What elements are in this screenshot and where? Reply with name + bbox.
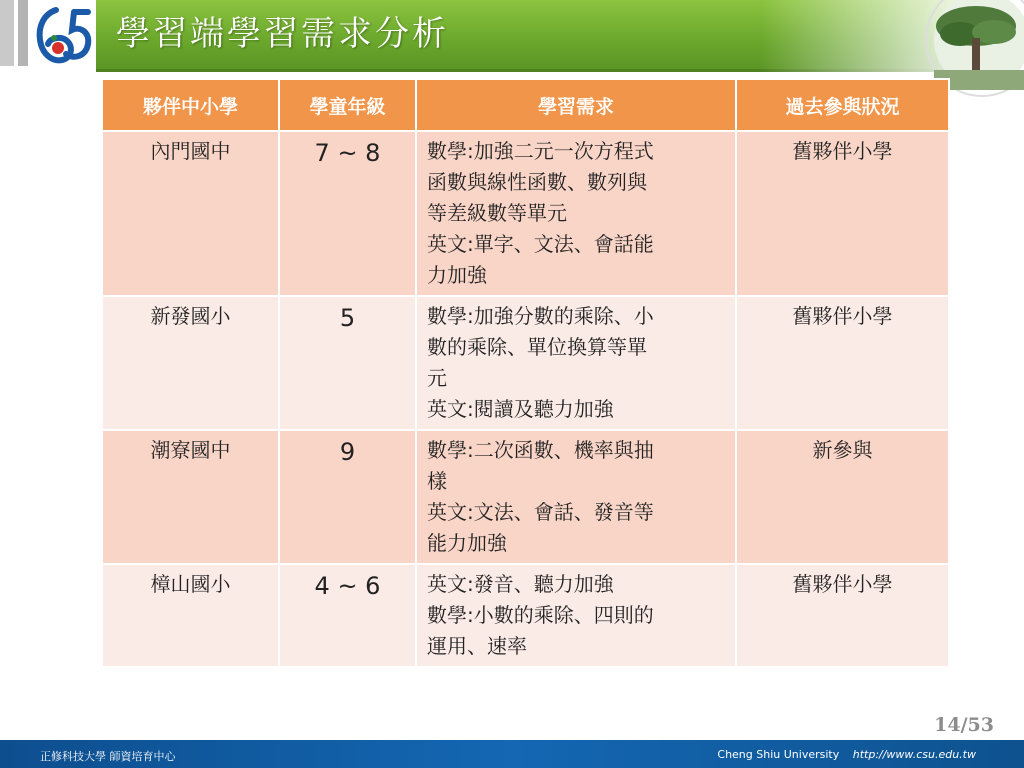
left-decor-stripe-2 (18, 0, 28, 66)
need-line: 英文:文法、會話、發音等 (427, 500, 654, 524)
need-line: 數的乘除、單位換算等單 (427, 335, 647, 359)
cell-school: 潮寮國中 (102, 430, 279, 564)
need-line: 數學:二次函數、機率與抽 (427, 438, 654, 462)
footer-university-name: Cheng Shiu University (717, 748, 840, 761)
need-line: 數學:加強二元一次方程式 (427, 139, 654, 163)
need-line: 數學:小數的乘除、四則的 (427, 603, 654, 627)
cell-status: 舊夥伴小學 (736, 564, 949, 667)
cell-school: 內門國中 (102, 131, 279, 296)
footer-department: 正修科技大學 師資培育中心 (40, 750, 176, 763)
footer-url-link[interactable]: http://www.csu.edu.tw (852, 748, 976, 761)
need-line: 數學:加強分數的乘除、小 (427, 304, 654, 328)
cell-status: 新參與 (736, 430, 949, 564)
need-line: 英文:閱讀及聽力加強 (427, 397, 614, 421)
page-number: 14/53 (934, 714, 994, 736)
col-header-partner-school: 夥伴中小學 (102, 79, 279, 131)
cell-status: 舊夥伴小學 (736, 296, 949, 430)
cell-needs (416, 430, 736, 564)
slide-title: 學習端學習需求分析 (116, 14, 449, 54)
cell-grade: 9 (279, 430, 416, 564)
cell-school: 樟山國小 (102, 564, 279, 667)
col-header-grade: 學童年級 (279, 79, 416, 131)
table-row (102, 296, 949, 430)
table-header-row (102, 79, 949, 131)
cell-grade: 5 (279, 296, 416, 430)
cell-grade: 4 ~ 6 (279, 564, 416, 667)
table-row (102, 564, 949, 667)
cell-status: 舊夥伴小學 (736, 131, 949, 296)
need-line: 等差級數等單元 (427, 201, 567, 225)
table-row (102, 131, 949, 296)
need-line: 樣 (427, 469, 447, 493)
left-decor-stripe (0, 0, 14, 66)
cell-needs (416, 296, 736, 430)
learning-needs-table (101, 78, 948, 668)
need-line: 函數與線性函數、數列與 (427, 170, 647, 194)
footer-university-info (717, 748, 976, 761)
table-row (102, 430, 949, 564)
footer-bar (0, 740, 1024, 768)
need-line: 力加強 (427, 263, 487, 287)
need-line: 英文:單字、文法、會話能 (427, 232, 654, 256)
cell-needs (416, 131, 736, 296)
need-line: 能力加強 (427, 531, 507, 555)
col-header-participation-status: 過去參與狀況 (736, 79, 949, 131)
need-line: 元 (427, 366, 447, 390)
col-header-learning-needs: 學習需求 (416, 79, 736, 131)
csu-65-anniversary-logo (34, 4, 92, 66)
cell-needs (416, 564, 736, 667)
need-line: 運用、速率 (427, 634, 527, 658)
cell-grade: 7 ~ 8 (279, 131, 416, 296)
need-line: 英文:發音、聽力加強 (427, 572, 614, 596)
cell-school: 新發國小 (102, 296, 279, 430)
